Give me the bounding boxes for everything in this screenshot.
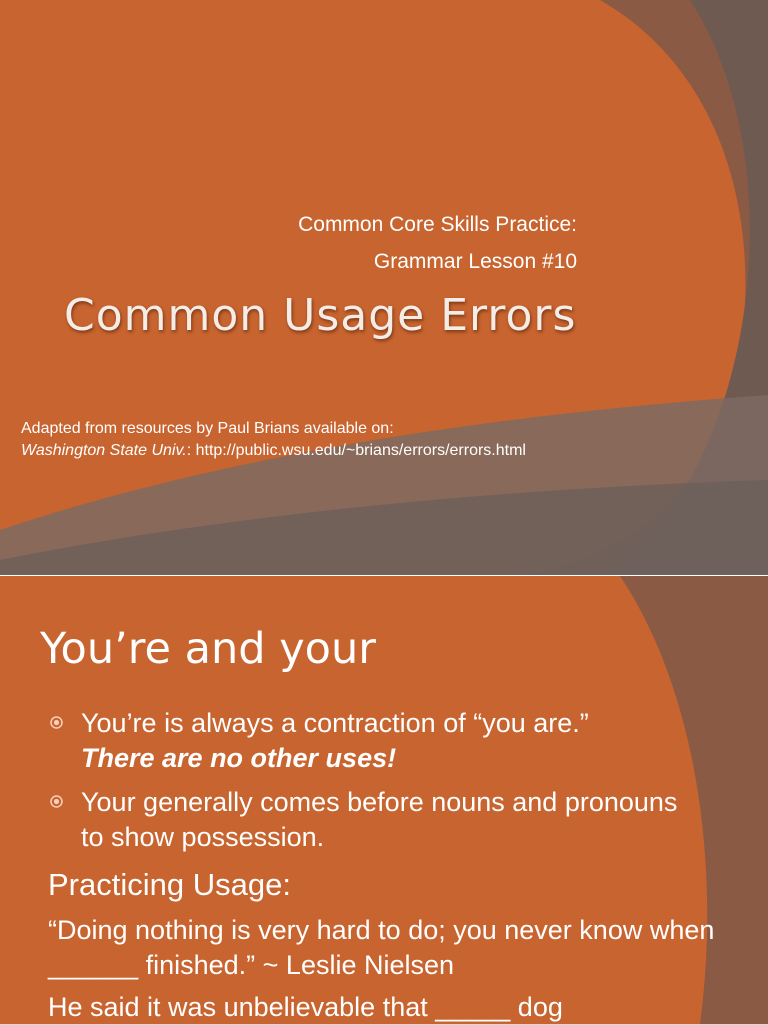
subtitle-line-1: Common Core Skills Practice: — [298, 213, 577, 236]
attribution-line-1: Adapted from resources by Paul Brians available on: — [21, 420, 394, 437]
attribution-source: Washington State Univ. — [21, 442, 187, 459]
bullet-item-1 — [50, 706, 690, 776]
practice-sentence: He said it was unbelievable that _____ dog — [48, 992, 563, 1022]
subtitle-line-2: Grammar Lesson #10 — [373, 250, 577, 273]
circle-dot-bullet-icon — [50, 795, 63, 808]
circle-dot-bullet-icon — [50, 716, 63, 729]
slide-2-title: You’re and your — [40, 624, 376, 674]
practice-heading: Practicing Usage: — [48, 867, 291, 902]
attribution — [21, 418, 526, 462]
bullet-1-text: You’re is always a contraction of “you are.” — [81, 708, 589, 738]
slide-title: Common Usage Errors — [64, 290, 577, 341]
bullet-1-emphasis: There are no other uses! — [81, 743, 397, 773]
practice-quote: “Doing nothing is very hard to do; you never know when ______ finished.” ~ Leslie Nielsen — [48, 915, 715, 980]
bullet-2-text: Your generally comes before nouns and pronouns to show possession. — [81, 787, 678, 852]
attribution-line-2 — [21, 440, 526, 462]
bullet-item-2 — [50, 785, 690, 855]
attribution-url: : http://public.wsu.edu/~brians/errors/errors.html — [186, 442, 526, 459]
